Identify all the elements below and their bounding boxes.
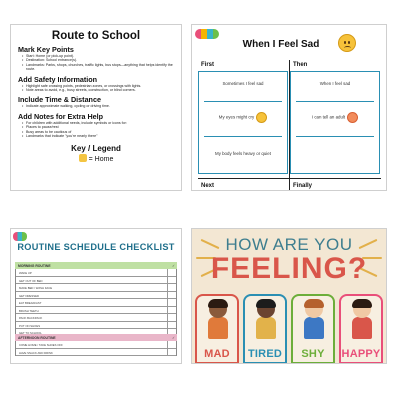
bullet-item: • Highlight safe crossing points, pedestrian zones, or crossings with lights. bbox=[22, 84, 174, 88]
bullet-item: • Landmarks: Parks, shops, churches, traffic lights, bus stops—anything that helps identify the route. bbox=[22, 63, 174, 72]
when-i-feel-sad-card[interactable] bbox=[191, 24, 387, 191]
first-row bbox=[199, 112, 287, 123]
legend-item bbox=[18, 154, 174, 163]
route-card-title: Route to School bbox=[51, 30, 141, 42]
check-icon: ✓ bbox=[172, 263, 175, 268]
feeling-tile-happy[interactable] bbox=[339, 294, 383, 364]
table-row[interactable]: MAKE BED / WASH FACE bbox=[16, 284, 176, 292]
table-row[interactable]: EAT BREAKFAST bbox=[16, 299, 176, 307]
afternoon-routine-table bbox=[15, 341, 177, 356]
bullet-item: • Landmarks that indicate "you're nearly there" bbox=[22, 134, 174, 138]
feeling-label: SHY bbox=[301, 348, 325, 360]
feeling-label: TIRED bbox=[248, 348, 282, 360]
row-divider bbox=[296, 136, 374, 137]
finally-column-header: Finally bbox=[290, 178, 381, 190]
house-icon bbox=[79, 154, 87, 162]
legend-title: Key / Legend bbox=[71, 144, 121, 154]
bullet-list bbox=[22, 84, 174, 93]
morning-routine-table bbox=[15, 269, 177, 337]
afternoon-routine-header bbox=[15, 334, 177, 341]
bullet-list bbox=[22, 54, 174, 72]
shy-kid-illustration bbox=[303, 300, 325, 342]
then-column-header: Then bbox=[293, 62, 308, 68]
routine-card-title: ROUTINE SCHEDULE CHECKLIST bbox=[17, 242, 175, 252]
section-heading: Include Time & Distance bbox=[18, 95, 101, 105]
brand-logo bbox=[13, 232, 27, 241]
sad-face-icon bbox=[338, 34, 356, 52]
legend-item-label: = Home bbox=[88, 156, 114, 164]
table-row[interactable]: COME HOME / TAKE SHOES OFF bbox=[16, 341, 176, 349]
section-header-label: MORNING ROUTINE bbox=[18, 263, 51, 268]
bullet-item: • Indicate approximate walking, cycling or driving time. bbox=[22, 104, 174, 108]
next-column-header: Next bbox=[198, 178, 289, 190]
feeling-tile-shy[interactable] bbox=[291, 294, 335, 364]
first-row-text: My eyes might cry bbox=[218, 114, 255, 120]
first-row: My body feels heavy or quiet bbox=[215, 151, 271, 156]
feeling-tile-mad[interactable] bbox=[195, 294, 239, 364]
routine-schedule-card[interactable] bbox=[10, 228, 182, 364]
feeling-label: HAPPY bbox=[341, 348, 381, 360]
section-heading: Mark Key Points bbox=[18, 45, 74, 54]
how-are-you-feeling-card[interactable] bbox=[191, 228, 387, 364]
then-row bbox=[291, 112, 379, 123]
first-row: Sometimes I feel sad bbox=[222, 81, 264, 86]
then-row: When I feel sad bbox=[319, 81, 351, 86]
section-header-label: AFTERNOON ROUTINE bbox=[18, 335, 56, 340]
first-column-header: First bbox=[201, 62, 215, 68]
then-box bbox=[290, 71, 380, 174]
feeling-title-line1: HOW ARE YOU bbox=[225, 235, 353, 254]
table-row[interactable]: BRUSH TEETH bbox=[16, 307, 176, 315]
table-row[interactable]: HAVE SNACK AND DRINK bbox=[16, 349, 176, 357]
crying-face-icon bbox=[256, 112, 267, 123]
feeling-title-line2: FEELING? bbox=[210, 252, 368, 285]
section-heading: Add Safety Information bbox=[18, 74, 98, 84]
then-row-text: I can tell an adult bbox=[311, 114, 346, 120]
bullet-item: • Destination: School entrance(s). bbox=[22, 58, 174, 62]
route-to-school-card[interactable] bbox=[10, 24, 182, 191]
table-row[interactable]: WAKE UP bbox=[16, 269, 176, 277]
bullet-list bbox=[22, 104, 174, 108]
first-box bbox=[198, 71, 288, 174]
morning-routine-header bbox=[15, 262, 177, 269]
feeling-tile-tired[interactable] bbox=[243, 294, 287, 364]
mad-kid-illustration bbox=[207, 300, 229, 342]
bullet-list bbox=[22, 121, 174, 139]
row-divider bbox=[204, 101, 282, 102]
hug-face-icon bbox=[347, 112, 358, 123]
row-divider bbox=[204, 136, 282, 137]
bullet-item: • Start: Home (or pick-up point). bbox=[22, 54, 174, 58]
tired-kid-illustration bbox=[255, 300, 277, 342]
brand-logo bbox=[195, 29, 219, 39]
bullet-item: • Places to pause/rest bbox=[22, 125, 174, 129]
section-heading: Add Notes for Extra Help bbox=[18, 111, 104, 121]
check-icon: ✓ bbox=[172, 335, 175, 340]
bullet-item: • Note areas to avoid, e.g., busy streets, construction, or blind corners. bbox=[22, 88, 174, 92]
bullet-item: • Busy areas to be cautious of bbox=[22, 130, 174, 134]
table-row[interactable]: PACK BACKPACK bbox=[16, 314, 176, 322]
row-divider bbox=[296, 101, 374, 102]
first-then-grid bbox=[198, 60, 381, 190]
sad-card-title: When I Feel Sad bbox=[242, 39, 320, 50]
table-row[interactable]: PUT ON SHOES bbox=[16, 322, 176, 330]
bullet-item: • For children with additional needs, include symbols or icons for: bbox=[22, 121, 174, 125]
feeling-label: MAD bbox=[204, 348, 230, 360]
table-row[interactable]: GET OUT OF BED bbox=[16, 277, 176, 285]
table-row[interactable]: GET DRESSED bbox=[16, 292, 176, 300]
happy-kid-illustration bbox=[351, 300, 373, 342]
